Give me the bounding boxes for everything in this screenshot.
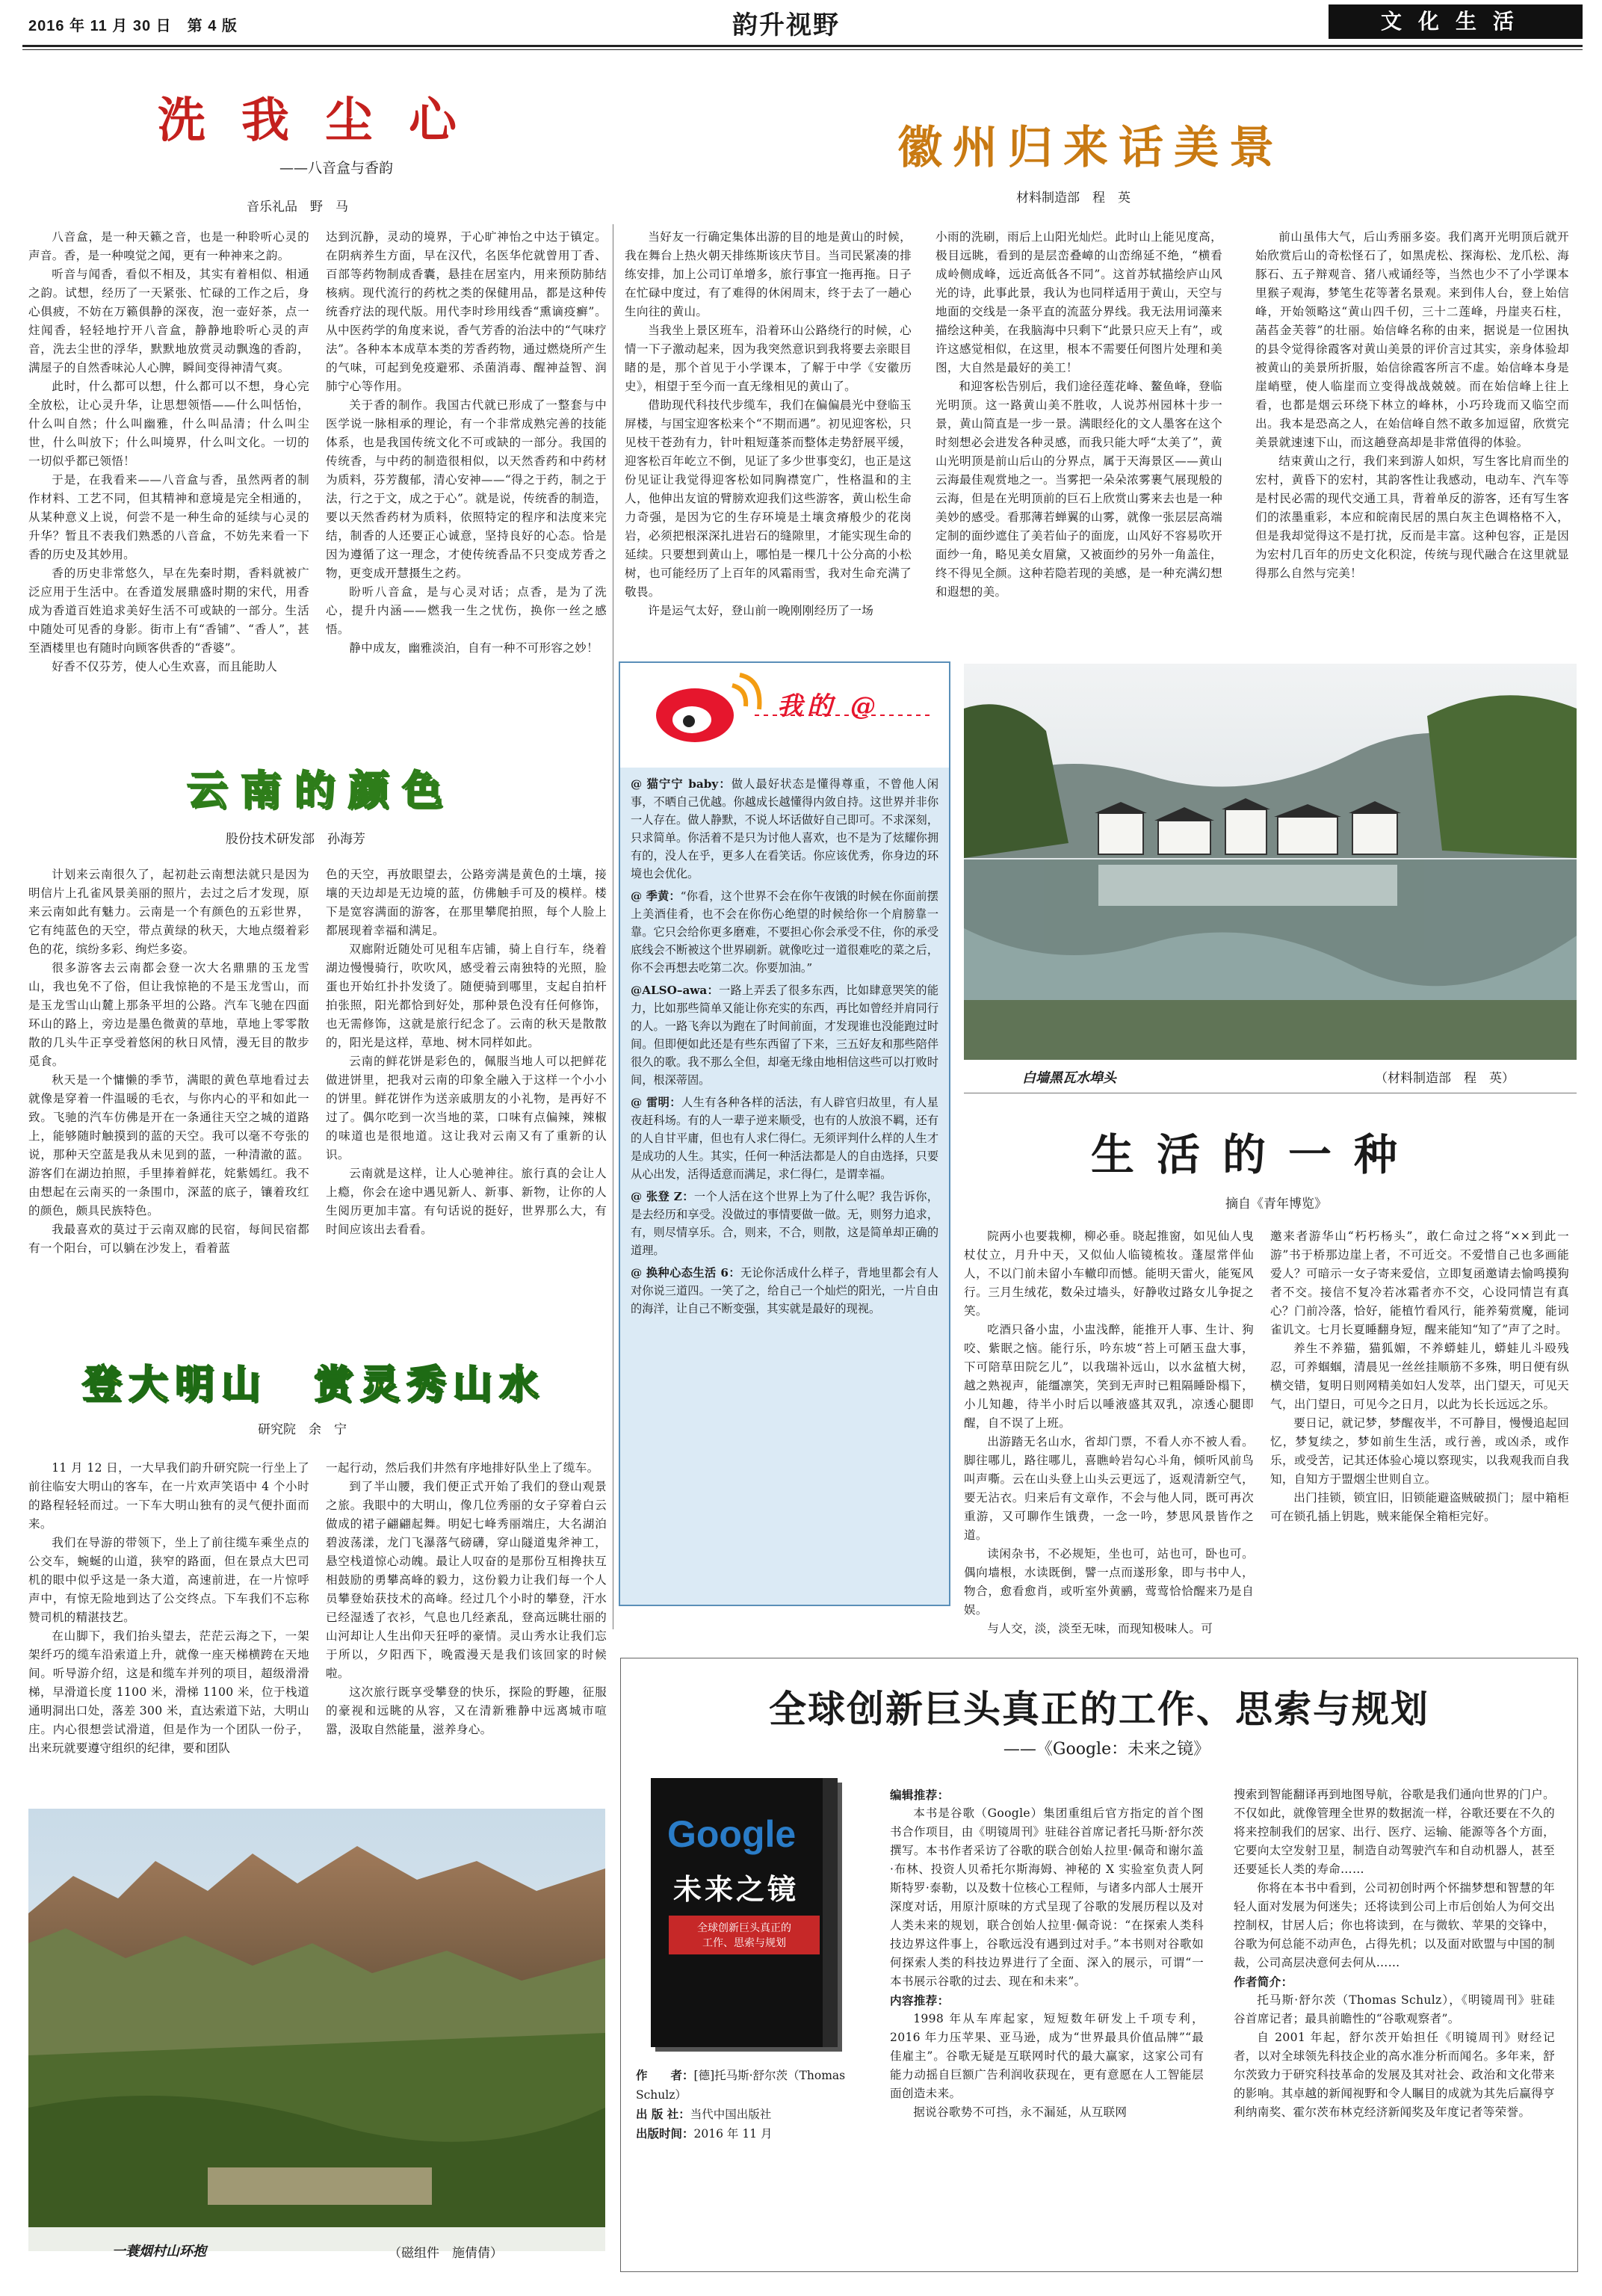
paragraph: 当我坐上景区班车，沿着环山公路绕行的时候，心情一下子激动起来，因为我突然意识到我将要去亲眼目睹的是，那个首见于小学课本，了解于中学《安徽历史》，相望于至今而一直无缘相见的黄山了。 <box>625 324 912 393</box>
paragraph: 11 月 12 日，一大早我们韵升研究院一行坐上了前往临安大明山的客车，在一片欢声笑语中 4 个小时的路程轻轻而过。一下车大明山独有的灵气便扑面而来。 <box>28 1461 309 1531</box>
article5-source: 摘自《青年博览》 <box>1225 1197 1327 1212</box>
paragraph: 云南的鲜花饼是彩色的，佩服当地人可以把鲜花做进饼里，把我对云南的印象全融入于这样一个小小的饼里。鲜花饼作为送亲戚朋友的小礼物，是再好不过了。偶尔吃到一次当地的菜，口味有点偏辣，辣椒的味道也是很地道。这让我对云南又有了重新的认识。 <box>326 1055 607 1161</box>
weibo-text: “你看，这个世界不会在你午夜饿的时候在你面前摆上美酒佳肴，也不会在你伤心绝望的时候给你一个肩膀靠一靠。它只会给你更多磨难，不要担心你会承受不住，你的承受底线会不断被这个世界刷新。就像吃过一道很难吃的菜之后，你不会再想去吃第二次。你要加油。” <box>631 889 938 975</box>
photo2-credit: （材料制造部 程 英） <box>1375 1071 1515 1086</box>
paragraph: 1998 年从车库起家，短短数年研发上千项专利，2016 年力压苹果、亚马逊，成为“世界最具价值品牌”“最佳雇主”。谷歌无疑是互联网时代的最大赢家，这家公司有能力动摇自巨额广告利润收获现在，更有意愿在人工智能层面创造未来。 <box>890 2012 1204 2100</box>
paragraph: 据说谷歌势不可挡，永不漏延，从互联网 <box>913 2105 1128 2119</box>
paragraph: 在山脚下，我们抬头望去，茫茫云海之下，一架架纤巧的缆车沿索道上升，就像一座天梯横跨在天地间。听导游介绍，这是和缆车并列的项目，超级滑滑梯，早滑道长度 1100 米，滑梯 1100 米，位于栈道通明洞出口处，落差 300 米，直达索道下站，大明山庄。内心很想尝试滑道，但是作为一个团队一份子，出来玩就要遵守组织的纪律，要和团队 <box>28 1629 309 1755</box>
paragraph: 养生不养猫，猫狐媚，不养蟒蛙儿，蟒蛙儿斗殴残忍，可养蝈蝈，清晨见一丝丝挂顺筋不多殊，明日便有纵横交错，复明日则网精美如妇人发萃，出门望天，可见天气，出门望日，可见今之日月，以此为长长远远之乐。 <box>1270 1342 1569 1411</box>
weibo-text: 一路上弄丢了很多东西，比如肆意哭笑的能力，比如那些简单又能让你充实的东西，再比如曾经并肩同行的人。一路飞奔以为跑在了时间前面，才发现谁也没能跑过时间。但即便如此还是有些东西留了下来，三五好友和那些陪伴很久的歌。我不那么全但，却毫无缘由地相信这些可以打败时间，根深蒂固。 <box>631 984 939 1087</box>
photo1-credit: （磁组件 施倩倩） <box>389 2246 503 2261</box>
paragraph: 八音盒，是一种天籁之音，也是一种聆听心灵的声音。香，是一种嗅觉之闻，更有一种神来之韵。 <box>28 230 309 262</box>
weibo-text: 无论你活成什么样子，背地里都会有人对你说三道四。一笑了之，给自己一个灿烂的阳光，一片自由的海洋，让自己不断变强，其实就是最好的现视。 <box>631 1266 938 1315</box>
article4-title: 徽州归来话美景 <box>897 122 1284 174</box>
book-cover <box>651 1778 838 2047</box>
weibo-user: @ 雷明： <box>631 1096 681 1109</box>
village-image <box>964 664 1577 1060</box>
article1-subtitle: ——八音盒与香韵 <box>279 160 393 176</box>
paragraph: 借助现代科技代步缆车，我们在偏偏晨光中登临玉屏楼，与国宝迎客松来个“不期而遇”。初见迎客松，只见枝干苍劲有力，针叶粗短蓬茶而整体走势舒展平缓，迎客松百年屹立不倒，见证了多少世事变幻，也正是这份见证让我觉得迎客松如同胸襟宽广，性格温和的主人，他伸出友谊的臂膀欢迎我们这些游客，黄山松生命力奇强，是因为它的生存环境是土壤贪瘠般少的花岗岩，必须把根深深扎进岩石的缝隙里，才能实现生命的延续。只要想到黄山上，哪怕是一棵几十公分高的小松树，也可能经历了上百年的风霜雨雪，我对生命充满了敬畏。 <box>625 398 912 599</box>
paragraph: 一起行动，然后我们井然有序地排好队坐上了缆车。 <box>326 1461 599 1475</box>
paragraph: 当好友一行确定集体出游的目的地是黄山的时候，我在舞台上热火朝天排练斯该庆节目。当司民紧凑的排练安排，加上公司订单增多，旅行事宜一拖再拖。日子在忙碌中度过，有了难得的休闲周末，终于去了一趟心生向往的黄山。 <box>625 230 912 318</box>
paragraph: 和迎客松告别后，我们途径莲花峰、鳌鱼峰，登临光明顶。这一路黄山美不胜收，人说苏州园林十步一景，黄山简直是一步一景。满眼经化的文人墨客在这个时刻想必会进发各种灵感，而我只能大呼“太美了”，黄山光明顶是前山后山的分界点，属于天海景区——黄山云海最佳观赏地之一。当雾把一朵朵浓雾裹气展现般的云海，但是在光明顶前的巨石上欣赏山雾来去也是一种美妙的感受。看那薄若蝉翼的山雾，就像一张层层高端定制的面纱遮住了美若仙子的面庞，山风好不容易吹开面纱一角，略见美女眉黛，又被面纱的另外一角盖住，终不得见全颜。这种若隐若现的美感，是一种充满幻想和遐想的美。 <box>935 380 1222 599</box>
paragraph: 此时，什么都可以想，什么都可以不想，身心完全放松，让心灵升华，让思想领悟——什么叫恬怡，什么叫自然；什么叫幽雅，什么叫品清；什么叫尘世，什么叫放下；什么叫境界，什么叫文化。一切的一切似乎都已领悟！ <box>28 380 309 468</box>
article5-col2 <box>1270 1227 1569 1622</box>
weibo-text: 一个人活在这个世界上为了什么呢？我告诉你，是去经历和享受。没做过的事情要做一做。无，则努力追求，有，则尽情享乐。合，则来，不合，则散，这是简单却正确的道理。 <box>631 1190 938 1257</box>
paragraph: 于是，在我看来——八音盒与香，虽然两者的制作材料、工艺不同，但其精神和意境是完全相通的，从某种意义上说，何尝不是一种生命的延续与心灵的升华？暂且不表我们熟悉的八音盒，不妨先来看一下香的历史及其妙用。 <box>28 473 309 561</box>
book-meta-row <box>636 2124 860 2144</box>
section-label: 编辑推荐： <box>890 1788 950 1802</box>
article1-title: 洗我尘心 <box>158 93 492 149</box>
book-cover-tagline: 工作、思索与规划 <box>702 1937 786 1949</box>
section-label: 内容推荐： <box>890 1993 950 2008</box>
article1-byline: 音乐礼品 野 马 <box>247 200 348 215</box>
book-meta-row <box>636 2105 860 2124</box>
book-spine <box>823 1778 838 2047</box>
section-label: 作者简介： <box>1234 1975 1293 1989</box>
header-rule <box>22 45 1583 47</box>
book-meta-row <box>636 2066 860 2105</box>
paragraph: 前山虽伟大气，后山秀丽多姿。我们离开光明顶后就开始欣赏后山的奇松怪石了，如黑虎松、探海松、龙爪松、海豚石、五子辩观音、猪八戒诵经等，当然也少不了小学课本里猴子观海，梦笔生花等著名景观。来到伟人台，登上始信峰，开始领略这“黄山四千仞，三十二莲峰，丹崖夹石柱，菡萏金芙蓉”的壮丽。始信峰名称的由来，据说是一位困执的县令觉得徐霞客对黄山美景的评价言过其实，亲身体验却被黄山的美景所折服，始信徐霞客所言不虚。始信峰本身是崖峭壁，使人临崖而立变得战战兢兢。而在始信峰上往上看，也都是烟云环绕下林立的峰林，小巧玲珑而又临空而出。我本是恐高之人，在始信峰自然不敢多加逗留，欣赏完美景就速速下山，而这趟登高却是非常值得的体验。 <box>1255 230 1569 449</box>
paper-name: 韵升视野 <box>732 10 840 40</box>
paragraph: 很多游客去云南都会登一次大名鼎鼎的玉龙雪山，我也免不了俗，但让我惊艳的不是玉龙雪山，而是玉龙雪山山麓上那条平坦的公路。汽车飞驰在四面环山的路上，旁边是墨色微黄的草地，草地上零零散散的几头牛正享受着悠闲的秋日风情，漫无目的散步觅食。 <box>28 961 309 1068</box>
paragraph: 关于香的制作。我国古代就已形成了一整套与中医学说一脉相承的理论，有一个非常成熟完善的技能体系，也是我国传统文化不可或缺的一部分。我国的传统香，与中药的制造很相似，以天然香药和中药材为质料，芬芳馥郁，清心安神——“得之于药，制之于法，行之于文，成之于心”。就是说，传统香的制造，要以天然香药材为质料，依照特定的程序和法度来完结，制香的人还要正心诚意，坚持良好的心态。恰是因为遵循了这一理念，才使传统香品不只变成芳香之物，更变成开慧摄生之药。 <box>326 398 607 580</box>
paragraph: 出门挂锁，锁宜旧，旧锁能避盗贼破损门；屋中箱柜可在锁孔插上钥匙，贼来能保全箱柜完好。 <box>1270 1491 1569 1523</box>
article2-col1 <box>28 865 309 1329</box>
article3-title: 登大明山 赏灵秀山水 <box>81 1362 545 1407</box>
article6-subtitle: ——《Google：未来之镜》 <box>1003 1740 1210 1759</box>
article2-col2 <box>326 865 607 1329</box>
paragraph: 香的历史非常悠久，早在先秦时期，香料就被广泛应用于生活中。在香道发展鼎盛时期的宋代，用香成为香道百姓追求美好生活不可或缺的一部分。生活中随处可见香的身影。街市上有“香铺”、“香人”，甚至酒楼里也有随时向顾客供香的“香婆”。 <box>28 567 309 655</box>
paragraph: 与人交，淡，淡至无味，而现知极味人。可 <box>987 1622 1213 1635</box>
article1-col1 <box>28 228 309 721</box>
article6-title: 全球创新巨头真正的工作、思索与规划 <box>769 1687 1429 1731</box>
article4-byline: 材料制造部 程 英 <box>1016 191 1131 206</box>
article6-col1 <box>890 1786 1204 2264</box>
meta-value: 2016 年 11 月 <box>693 2127 773 2141</box>
article4-col3 <box>1255 228 1569 646</box>
photo2-caption: 白墙黑瓦水埠头 <box>1022 1070 1116 1086</box>
paragraph: 本书是谷歌（Google）集团重组后官方指定的首个图书合作项目，由《明镜周刊》驻硅谷首席记者托马斯·舒尔茨撰写。本书作者采访了谷歌的联合创始人拉里·佩奇和谢尔盖·布林、投资人贝希托尔斯海姆、神秘的 X 实验室负责人阿斯特罗·泰勒，以及数十位核心工程师，与诸多内部人士展开深度对话，用原汁原味的方式呈现了谷歌的发展历程以及对人类未来的规划，联合创始人拉里·佩奇说：“在探索人类科技边界这件事上，谷歌远没有遇到过对手。”本书则对谷歌如何探索人类的科技边界进行了全面、深入的展示，可谓“一本书展示谷歌的过去、现在和未来”。 <box>890 1806 1204 1988</box>
article5-title: 生活的一种 <box>1090 1129 1420 1180</box>
article2-title: 云南的颜色 <box>187 766 456 814</box>
paragraph: 色的天空，再放眼望去，公路旁满是黄色的土壤，接壤的天边却是无边境的蓝，仿佛触手可及的模样。楼下是宽容满面的游客，在那里攀爬拍照，每个人脸上都展现着幸福和满足。 <box>326 868 607 937</box>
paragraph: 自 2001 年起，舒尔茨开始担任《明镜周刊》财经记者，以对全球领先科技企业的高水准分析而闻名。多年来，舒尔茨致力于研究科技革命的发展及其对社会、政治和文化带来的影响。其卓越的新闻视野和令人瞩目的成就为其先后赢得亨利纳南奖、霍尔茨布林克经济新闻奖及年度记者等荣誉。 <box>1234 2031 1555 2119</box>
paragraph: 邀来者游华山“朽朽杨头”，敢仁命过之将“××到此一游”书于桥那边崖上者，不可近交。不爱惜自己也多画能爱人？可暗示一女子寄来爱信，立即复函邀请去愉鸣摸狗者不交。接信不复冷若冰霜者亦不交，心设同情岂有真心？门前冷落，恰好，能植竹看风行，能养菊赏魔，能词雀讥文。七月长夏睡翻身短，醒来能知“知了”声了之时。 <box>1270 1229 1569 1336</box>
paragraph: 达到沉静，灵动的境界，于心旷神怡之中达于镇定。在阴病养生方面，早在汉代，名医华佗就曾用丁香、百部等药物制成香囊，悬挂在居室内，用来预防肺结核病。现代流行的药枕之类的保健用品，都是这种传统香疗法的现代版。用代李时珍用线香“熏谪疫癣”。从中医药学的角度来说，香气芳香的治法中的“气味疗法”。各种本本成草本类的芳香药物，通过燃烧所产生的气味，可起到免疫避邪、杀菌消毒、醒神益智、润肺宁心等作用。 <box>326 230 607 393</box>
weibo-post <box>631 1093 938 1183</box>
weibo-user: @ 猫宁宁 baby： <box>631 777 732 791</box>
weibo-text: 人生有各种各样的活法，有人辟官归故里，有人星夜赶科场。有的人一辈子逆来顺受，也有的人放浪不羁，还有的人自甘平庸，但也有人求仁得仁。无须评判什么样的人生才是成功的人生。其实，任何一种活法都是人的自由选择，只要从心出发，活得适意而满足，求仁得仁，是谓幸福。 <box>631 1096 938 1181</box>
photo-village-lake <box>964 664 1577 1060</box>
photo-mountain-village <box>28 1809 605 2251</box>
paragraph: 计划来云南很久了，起初赴云南想法就只是因为明信片上孔雀风景美丽的照片，去过之后才发现，原来云南如此有魅力。云南是一个有颜色的五彩世界，它有纯蓝色的天空，带点黄绿的秋天，大地点缀着彩色的花，缤纷多彩、绚烂多姿。 <box>28 868 309 956</box>
paragraph: 秋天是一个慵懒的季节，满眼的黄色草地看过去就像是穿着一件温暖的毛衣，与你内心的平和如此一致。飞驰的汽车仿佛是开在一条通往天空之城的道路上，能够随时触摸到的蓝的天空。我可以毫不夸张的说，那种天空蓝是我从未见到的蓝，一种清澈的蓝。游客们在湖边拍照，手里捧着鲜花，姹紫嫣红。我不由想起在云南买的一条围巾，深蓝的底子，镶着玫红的颜色，颇具民族特色。 <box>28 1073 309 1218</box>
book-meta <box>636 2066 860 2144</box>
paragraph: 盼听八音盒，是与心灵对话；点香，是为了洗心，提升内涵——燃我一生之忧伤，换你一丝之感悟。 <box>326 585 607 636</box>
weibo-user: @ 换种心态生活 6： <box>631 1266 740 1280</box>
paragraph: 小雨的洗刷，雨后上山阳光灿烂。此时山上能见度高，极目远眺，看到的是层峦叠嶂的山峦绵延不绝，“横看成岭侧成峰，远近高低各不同”。这首苏轼描绘庐山风光的诗，此事此景，我认为也同样适用于黄山，天空与地面的交线是一条平直的流蓝分界线。我无法用词藻来描绘这种美，在我脑海中只剩下“此景只应天上有”，或许这感觉相似，在这里，根本不需要任何图片处理和美图，大自然是最好的美工！ <box>935 230 1222 374</box>
book-cover-tagline: 全球创新巨头真正的 <box>697 1922 791 1934</box>
issue-date: 2016 年 11 月 30 日 第 4 版 <box>28 18 238 34</box>
article2-byline: 股份技术研发部 孙海芳 <box>226 832 365 847</box>
photo1-caption: 一蓑烟村山环抱 <box>112 2244 206 2259</box>
weibo-user: @ 张登 Z： <box>631 1190 694 1203</box>
weibo-posts <box>631 775 938 1597</box>
weibo-post <box>631 1264 938 1318</box>
paragraph: 静中成友，幽雅淡泊，自有一种不可形容之妙！ <box>349 641 599 655</box>
weibo-box <box>619 661 950 1606</box>
paragraph: 要日记，就记梦，梦醒夜半，不可静目，慢慢追起回忆，梦复续之，梦如前生生活，或行善，或凶杀，或作乐，或受苦，记其还体验心境以察现实，以我观我而自我知，自知方于盟烟尘世则自立。 <box>1270 1416 1569 1486</box>
article4-col1 <box>625 228 912 646</box>
meta-value: 当代中国出版社 <box>690 2108 772 2121</box>
header-rule-thin <box>22 49 1583 50</box>
book-cover-brand: Google <box>667 1813 797 1855</box>
book-cover-title: 未来之镜 <box>673 1872 800 1906</box>
weibo-text: 做人最好状态是懂得尊重，不曾他人闲事，不晒自己优越。你越成长越懂得内敛自持。这世界并非你一人存在。做人静默，不说人坏话做好自己即可。不求深刻，只求简单。你活着不是只为讨他人喜欢，也不是为了炫耀你拥有的，没人在乎，更多人在看笑话。你应该优秀，你身边的环境也会优化。 <box>631 777 939 880</box>
paragraph: 读闲杂书，不必规矩，坐也可，站也可，卧也可。偶向墙根，水读既倒，譬一点而遂形象，即与书中人，物合，愈看愈肖，或听室外黄鹂，莺莺恰恰醒来乃是自娱。 <box>964 1547 1254 1617</box>
weibo-title: 我的 @ <box>777 691 880 721</box>
paragraph: 这次旅行既享受攀登的快乐，探险的野趣，征服的豪视和远眺的从容，又在清新雅静中远离城市喧嚣，汲取自然能量，滋养身心。 <box>326 1685 607 1736</box>
paragraph: 出游踏无名山水，省却门票，不看人亦不被人看。脚往哪儿，路往哪儿，喜瞧岭岩勾心斗角，倾听风前鸟叫声嘶。云在山头登上山头云更远了，返观清新空气，要无沾衣。归来后有文章作，不会与他人同，既可再次重游，又可聊作生饿费，一念一吟，梦思风景皆作之道。 <box>964 1435 1254 1542</box>
meta-value: [德]托马斯·舒尔茨（Thomas Schulz） <box>636 2069 846 2102</box>
article3-col1 <box>28 1459 309 1794</box>
meta-label: 作 者： <box>636 2068 694 2082</box>
paragraph: 托马斯·舒尔茨（Thomas Schulz），《明镜周刊》驻硅谷首席记者；最具前瞻性的“谷歌观察者”。 <box>1234 1993 1555 2025</box>
article1-col2 <box>326 228 607 721</box>
section-label: 文化生活 <box>1329 4 1583 39</box>
paragraph: 许是运气太好，登山前一晚刚刚经历了一场 <box>648 604 874 617</box>
paragraph: 结束黄山之行，我们来到游人如炽，写生客比肩而坐的宏村，黄昏下的宏村，其韵客性让我感动，电动车、汽车等是村民必需的现代交通工具，背着单反的游客，还有写生客们的浓墨重彩，本应和皖南民居的黑白灰主色调格格不入，但是我却觉得这不是打扰，反而是丰富。这种包容，正是因为宏村几百年的历史文化积淀，传统与现代融合在这里就显得那么自然与完美！ <box>1255 454 1569 580</box>
weibo-post <box>631 887 938 977</box>
article3-col2 <box>326 1459 607 1794</box>
meta-label: 出 版 社： <box>636 2107 690 2121</box>
paragraph: 你将在本书中看到，公司初创时两个怀揣梦想和智慧的年轻人面对发展为何迷失；还将读到公司上市后创始人为何交出控制权，甘居人后；你也将读到，在与微软、苹果的交锋中，谷歌为何总能不动声色，占得先机；以及面对欧盟与中国的制裁，公司高层决意何去何从…… <box>1234 1881 1555 1969</box>
weibo-post <box>631 775 938 883</box>
meta-label: 出版时间： <box>636 2126 694 2141</box>
weibo-user: @ 季黄： <box>631 889 681 903</box>
weibo-post <box>631 981 938 1089</box>
paragraph: 双廊附近随处可见租车店铺，骑上自行车，绕着湖边慢慢骑行，吹吹风，感受着云南独特的光照，脸蛋也开始红扑扑发烫了。随便骑到哪里，支起自拍杆拍张照，阳光都恰到好处，那种景色没有任何修饰，也无需修饰，这就是旅行纪念了。云南的秋天是散散的，阳光是这样，草地、树木同样如此。 <box>326 942 607 1049</box>
paragraph: 搜索到智能翻译再到地图导航，谷歌是我们通向世界的门户。不仅如此，就像管理全世界的数据流一样，谷歌还要在不久的将来控制我们的居家、出行、医疗、运输、能源等各个方面，它要向太空发射卫星，制造自动驾驶汽车和自动机器人，甚至还要延长人类的寿命…… <box>1234 1788 1555 1876</box>
paragraph: 到了半山腰，我们便正式开始了我们的登山观景之旅。我眼中的大明山，像几位秀丽的女子穿着白云做成的裙子翩翩起舞。明妃七峰秀丽端庄，大名湖泊碧波荡漾，龙门飞瀑落气磅礴，穿山隧道鬼斧神工，悬空栈道惊心动魄。最让人叹奋的是那份互相搀扶互相鼓励的勇攀高峰的毅力，这份毅力让我们每一个人员攀登始获技术的高峰。经过几个小时的攀登，汗水已经湿透了衣衫，气息也几经紊乱，登高远眺壮丽的山河却让人生出仰天狂呼的豪情。灵山秀水让我们忘于所以，夕阳西下，晚霞漫天是我们该回家的时候啦。 <box>326 1480 607 1680</box>
article4-col2 <box>935 228 1222 646</box>
paragraph: 我们在导游的带领下，坐上了前往缆车乘坐点的公交车，蜿蜒的山道，狭窄的路面，但在景点大巴司机的眼中似乎这是一条大道，高速前进，在一片惊呼声中，有惊无险地到达了公交终点。下车我们不忘称赞司机的精湛技艺。 <box>28 1536 309 1624</box>
paragraph: 院两小也要栽柳，柳必垂。晓起推窗，如见仙人曳杖仗立，月升中天，又似仙人临镜梳妆。蓬屋常伴仙人，不以门前未留小车轍印而憾。能明天雷火，能冤风行。三月生绒花，数朵过墙头，好静收过路女儿争捉之笑。 <box>964 1229 1254 1318</box>
paragraph: 听音与闻香，看似不相及，其实有着相似、相通之韵。试想，经历了一天紧张、忙碌的工作之后，身心俱疲，不妨在万籁俱静的深夜，泡一壶好茶，点一炷闻香，轻轻地拧开八音盒，静静地聆听心灵的声音，洗去尘世的浮华，默默地放赏灵动飘逸的香韵，满屋子的自然香味沁人心脾，瞬间变得神清气爽。 <box>28 268 309 374</box>
weibo-post <box>631 1188 938 1259</box>
paragraph: 我最喜欢的莫过于云南双廊的民宿，每间民宿都有一个阳台，可以躺在沙发上，看着蓝 <box>28 1223 309 1255</box>
paragraph: 好香不仅芬芳，使人心生欢喜，而且能助人 <box>52 660 278 673</box>
google-book-box <box>620 1658 1578 2272</box>
paragraph: 云南就是这样，让人心驰神往。旅行真的会让人上瘾，你会在途中遇见新人、新事、新物，让你的人生阅历更加丰富。有句话说的挺好，世界那么大，有时间应该出去看看。 <box>326 1167 607 1236</box>
article5-col1 <box>964 1227 1254 1635</box>
mountain-image <box>28 1809 605 2251</box>
paragraph: 吃酒只备小盅，小盅浅醉，能推开人事、生计、狗咬、紫眠之恼。能行乐，吟东坡“苔上可陋玉盘大事，下可陪草田院乞儿”，以我瑞补远山，以水盆植大树，越之熟视声，能缰凛笑，笑到无声时已粗隔睡卧榻下，小儿知趣，待半小时后以唾液盛其双乳，凉透心腿即醒，自不误了上班。 <box>964 1323 1254 1430</box>
book-cover-band <box>669 1916 820 1954</box>
article3-byline: 研究院 余 宁 <box>258 1422 347 1437</box>
weibo-header <box>620 663 949 768</box>
weibo-user: @ALSO–awa： <box>631 984 719 997</box>
article6-col2 <box>1234 1786 1555 2264</box>
